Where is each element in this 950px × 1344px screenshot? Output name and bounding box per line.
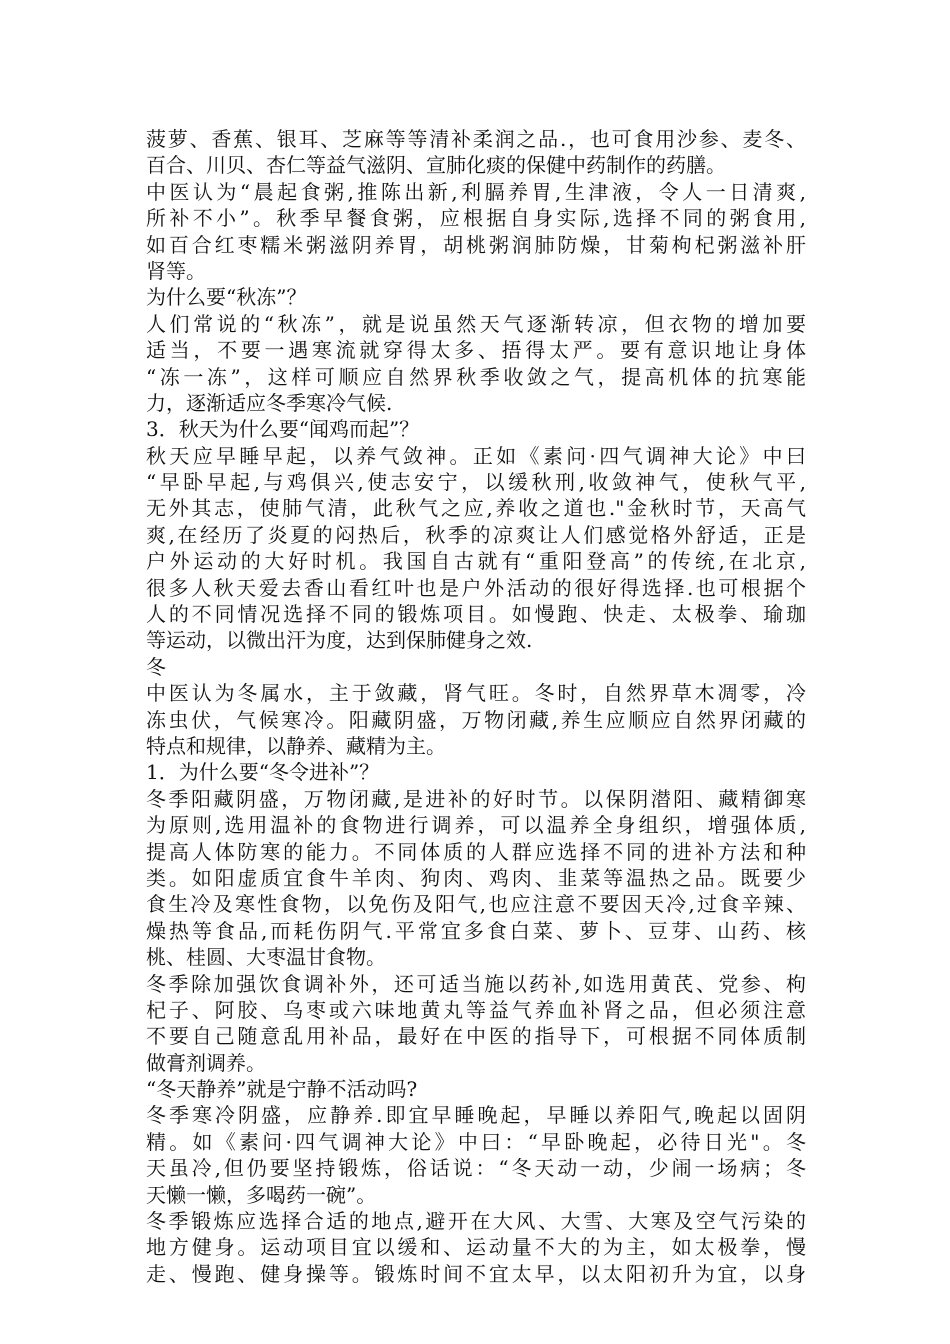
text-line: 很多人秋天爱去香山看红叶也是户外活动的很好得选择.也可根据个 (146, 575, 806, 600)
text-line: 等运动，以微出汗为度，达到保肺健身之效. (146, 628, 533, 653)
text-line: 如百合红枣糯米粥滋阴养胃，胡桃粥润肺防燥，甘菊枸杞粥滋补肝 (146, 232, 806, 257)
text-line: 冬季寒冷阴盛，应静养.即宜早睡晚起，早睡以养阳气,晚起以固阴 (146, 1103, 806, 1128)
text-line: 地方健身。运动项目宜以缓和、运动量不大的为主，如太极拳，慢 (146, 1235, 806, 1260)
text-line: 天懒一懒，多喝药一碗”。 (146, 1182, 377, 1207)
text-line: 1．为什么要“冬令进补”？ (146, 760, 380, 785)
text-line: 走、慢跑、健身操等。锻炼时间不宜太早，以太阳初升为宜，以身 (146, 1261, 806, 1286)
text-line: 百合、川贝、杏仁等益气滋阴、宣肺化痰的保健中药制作的药膳。 (146, 153, 726, 178)
text-line: 冬 (146, 654, 166, 679)
text-line: 菠萝、香蕉、银耳、芝麻等等清补柔润之品.，也可食用沙参、麦冬、 (146, 127, 806, 151)
text-line: 人们常说的“秋冻”，就是说虽然天气逐渐转凉，但衣物的增加要 (146, 311, 806, 336)
text-line: 精。如《素问·四气调神大论》中曰：“早卧晚起，必待日光"。冬 (146, 1129, 806, 1154)
text-line: 食生冷及寒性食物，以免伤及阳气,也应注意不要因天冷,过食辛辣、 (146, 892, 806, 917)
text-line: 不要自己随意乱用补品，最好在中医的指导下，可根据不同体质制 (146, 1024, 806, 1049)
text-line: 力，逐渐适应冬季寒冷气候. (146, 390, 393, 415)
text-line: 燥热等食品,而耗伤阴气.平常宜多食白菜、萝卜、豆芽、山药、核 (146, 918, 806, 943)
text-line: 适当，不要一遇寒流就穿得太多、捂得太严。要有意识地让身体 (146, 338, 806, 363)
text-line: 特点和规律，以静养、藏精为主。 (146, 733, 446, 758)
text-line: 类。如阳虚质宜食牛羊肉、狗肉、鸡肉、韭菜等温热之品。既要少 (146, 865, 806, 890)
text-line: 秋天应早睡早起，以养气敛神。正如《素问·四气调神大论》中曰 (146, 443, 806, 468)
text-line: 杞子、阿胶、乌枣或六味地黄丸等益气养血补肾之品，但必须注意 (146, 997, 806, 1022)
text-line: 冻虫伏，气候寒冷。阳藏阴盛，万物闭藏,养生应顺应自然界闭藏的 (146, 707, 806, 732)
text-line: 冬季锻炼应选择合适的地点,避开在大风、大雪、大寒及空气污染的 (146, 1209, 806, 1234)
text-line: 中医认为冬属水，主于敛藏，肾气旺。冬时，自然界草木凋零，冷 (146, 681, 806, 706)
text-line: 冬季除加强饮食调补外，还可适当施以药补,如选用黄芪、党参、枸 (146, 971, 806, 996)
text-line: 冬季阳藏阴盛，万物闭藏,是进补的好时节。以保阴潜阳、藏精御寒 (146, 786, 806, 811)
text-line: 人的不同情况选择不同的锻炼项目。如慢跑、快走、太极拳、瑜珈 (146, 602, 806, 627)
text-line: “冻一冻”，这样可顺应自然界秋季收敛之气，提高机体的抗寒能 (146, 364, 806, 389)
text-line: 爽,在经历了炎夏的闷热后，秋季的凉爽让人们感觉格外舒适，正是 (146, 522, 806, 547)
text-line: “早卧早起,与鸡俱兴,使志安宁，以缓秋刑,收敛神气，使秋气平, (146, 470, 806, 495)
text-line: 为原则,选用温补的食物进行调养，可以温养全身组织，增强体质, (146, 813, 806, 838)
text-line: 无外其志，使肺气清，此秋气之应,养收之道也."金秋时节，天高气 (146, 496, 806, 521)
text-line: “冬天静养”就是宁静不活动吗? (146, 1077, 418, 1102)
text-line: 户外运动的大好时机。我国自古就有“重阳登高”的传统,在北京, (146, 549, 806, 574)
text-line: 天虽冷,但仍要坚持锻炼，俗话说：“冬天动一动，少闹一场病；冬 (146, 1156, 806, 1181)
text-line: 提高人体防寒的能力。不同体质的人群应选择不同的进补方法和种 (146, 839, 806, 864)
text-line: 做膏剂调养。 (146, 1050, 266, 1075)
text-line: 肾等。 (146, 258, 206, 283)
text-line: 中医认为“晨起食粥,推陈出新,利膈养胃,生津液，令人一日清爽, (146, 179, 806, 204)
text-line: 桃、桂圆、大枣温甘食物。 (146, 945, 386, 970)
text-line: 所补不小”。秋季早餐食粥，应根据自身实际,选择不同的粥食用, (146, 206, 806, 231)
text-line: 为什么要“秋冻”？ (146, 285, 307, 310)
document-body (146, 126, 806, 1287)
text-line: 3．秋天为什么要“闻鸡而起”？ (146, 417, 420, 442)
